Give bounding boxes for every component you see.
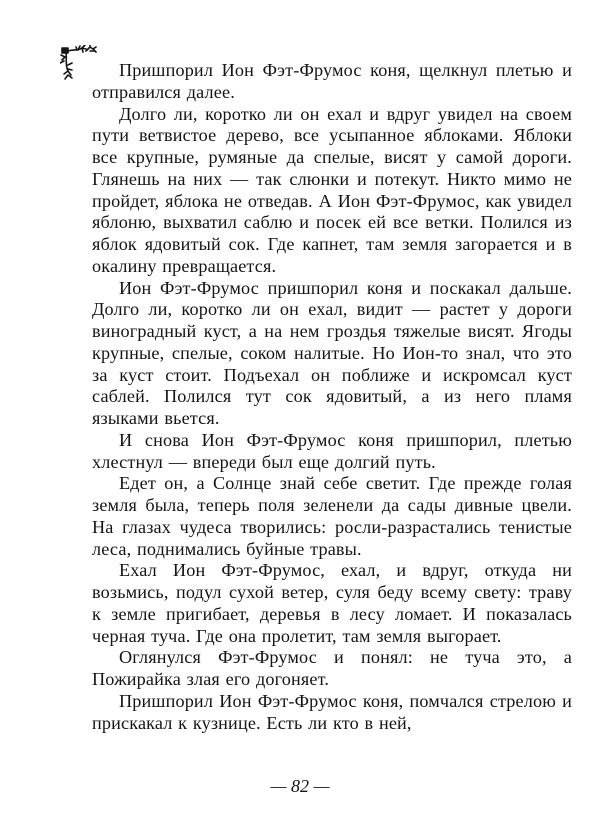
paragraph: Пришпорил Ион Фэт-Фрумос коня, помчался стрелою и прискакал к кузнице. Есть ли кто в ней,: [92, 690, 572, 733]
paragraph: Пришпорил Ион Фэт-Фрумос коня, щелкнул плетью и отправился далее.: [92, 60, 572, 102]
book-page-text: [92, 60, 572, 734]
paragraph: Ион Фэт-Фрумос пришпорил коня и поскакал дальше. Долго ли, коротко ли он ехал, видит — растет у дороги виноградный куст, а на нем гроздья тяжелые висят. Ягоды крупные, спелые, соком налитые. Но Ион-то знал, что это за куст стоит. Подъехал он поближе и искромсал куст саблей. Полился тут сок ядовитый, а из него пламя языками вьется.: [92, 277, 572, 428]
paragraph: И снова Ион Фэт-Фрумос коня пришпорил, плетью хлестнул — впереди был еще долгий путь.: [92, 429, 572, 472]
paragraph: Едет он, а Солнце знай себе светит. Где прежде голая земля была, теперь поля зеленели да сады дивные цвели. На глазах чудеса творились: росли-разрастались тенистые леса, поднимались буйные травы.: [92, 473, 572, 559]
paragraph: Ехал Ион Фэт-Фрумос, ехал, и вдруг, откуда ни возьмись, подул сухой ветер, суля беду всему свету: траву к земле пригибает, деревья в лесу ломает. И показалась черная туча. Где она пролетит, там земля выгорает.: [92, 560, 572, 646]
page-number: — 82 —: [270, 776, 330, 796]
paragraph: Оглянулся Фэт-Фрумос и понял: не туча это, а Пожирайка злая его догоняет.: [92, 647, 572, 689]
paragraph: Долго ли, коротко ли он ехал и вдруг увидел на своем пути ветвистое дерево, все усыпанное яблоками. Яблоки все крупные, румяные да спелые, висят у самой дороги. Глянешь на них — так слюнки и потекут. Никто мимо не пройдет, яблока не отведав. А Ион Фэт-Фрумос, как увидел яблоню, выхватил саблю и посек ей все ветки. Полился из яблок ядовитый сок. Где капнет, там земля загорается и в окалину превращается.: [92, 103, 572, 276]
